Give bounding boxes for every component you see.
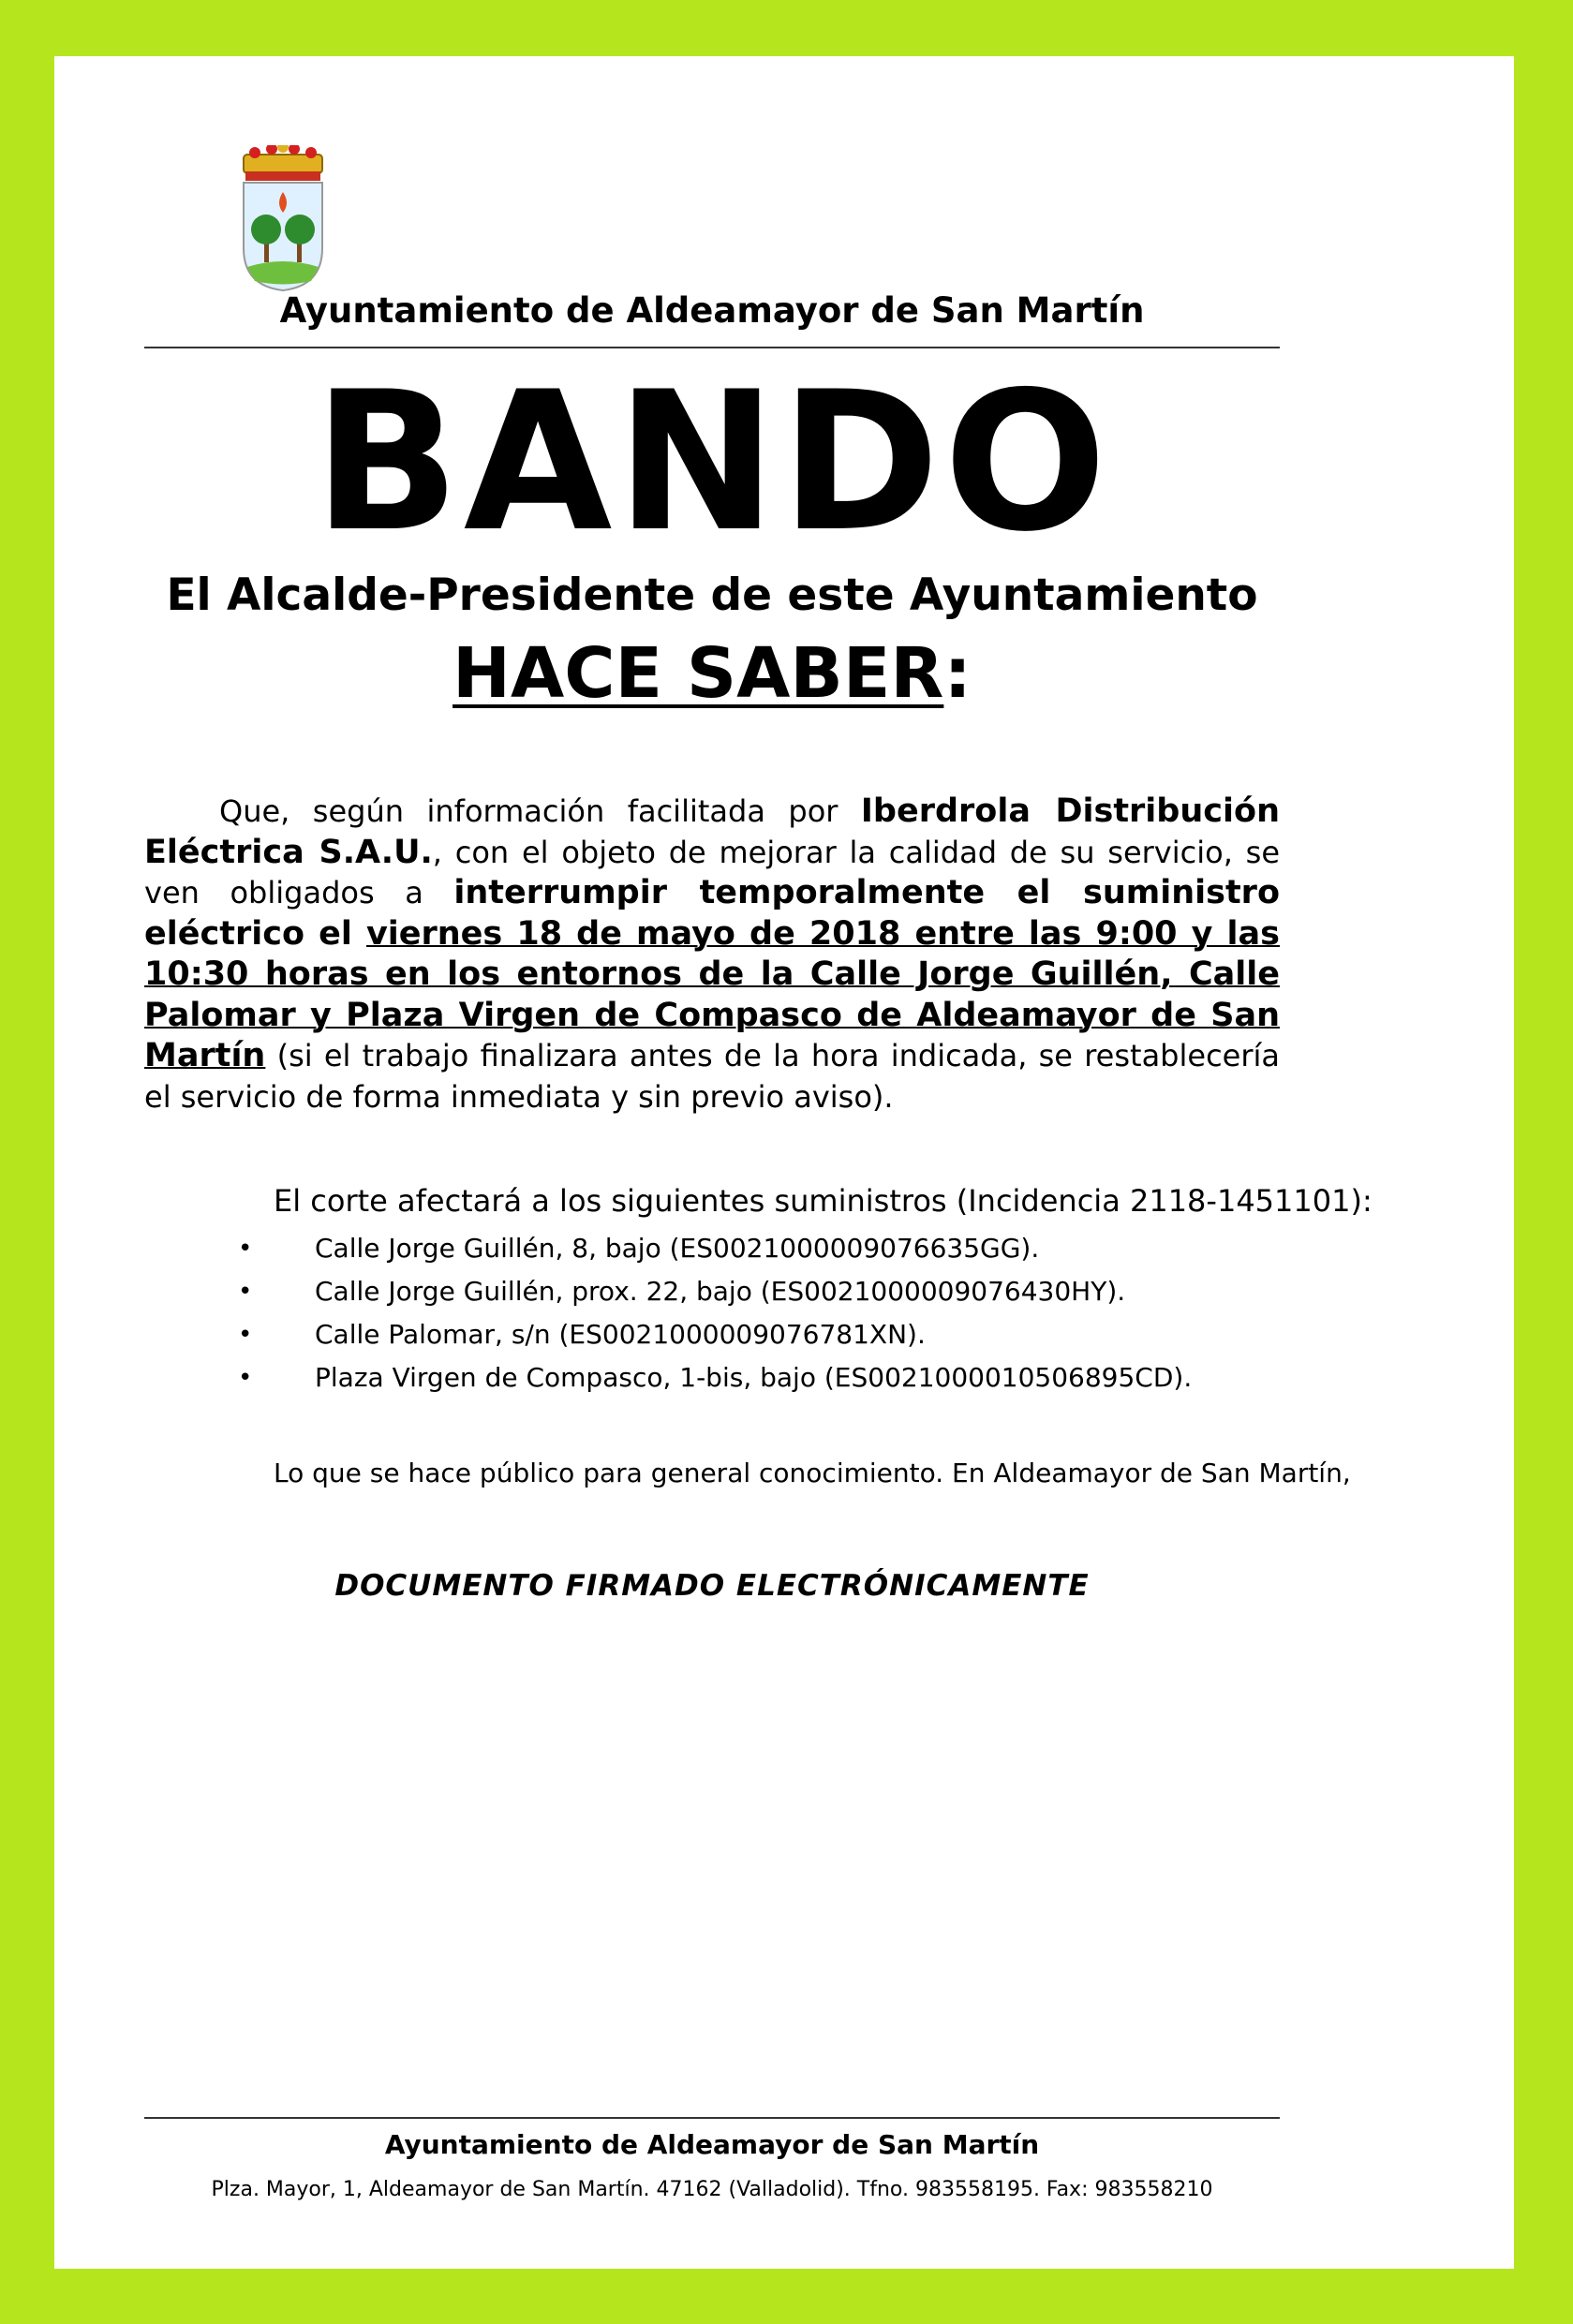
supply-list: [144, 1227, 1280, 1399]
list-item: [144, 1313, 1280, 1356]
bullet-icon: •: [238, 1321, 253, 1349]
footer-divider: [144, 2117, 1280, 2119]
notice-remark: (si el trabajo finalizara antes de la hora indicada, se restablecería el servicio de forma inmediata y sin previo aviso).: [144, 1038, 1280, 1115]
footer-municipality: Ayuntamiento de Aldeamayor de San Martín: [384, 2129, 1040, 2160]
notice-action: interrumpir temporalmente el suministro eléctrico el: [144, 874, 1280, 953]
list-item: [144, 1270, 1280, 1313]
bullet-icon: •: [238, 1364, 253, 1392]
footer-address: Plza. Mayor, 1, Aldeamayor de San Martín. 47162 (Valladolid). Tfno. 983558195. Fax: 983558210: [211, 2178, 1213, 2201]
header-divider: [144, 347, 1280, 348]
supply-address: Calle Jorge Guillén, 8, bajo (ES0021000009076635GG).: [315, 1233, 1040, 1264]
supply-address: Calle Palomar, s/n (ES0021000009076781XN).: [315, 1319, 926, 1350]
supply-address: Calle Jorge Guillén, prox. 22, bajo (ES0021000009076430HY).: [315, 1276, 1126, 1307]
outage-intro: El corte afectará a los siguientes suministros (Incidencia 2118-1451101):: [274, 1183, 1373, 1219]
closing-text: Lo que se hace público para general conocimiento. En Aldeamayor de San Martín,: [274, 1458, 1351, 1488]
notice-date-location: viernes 18 de mayo de 2018 entre las 9:00 y las 10:30 horas en los entornos de la Calle Jorge Guillén, Calle Palomar y Plaza Virgen de Compasco de Aldeamayor de San Martín: [144, 914, 1281, 1074]
header-municipality: Ayuntamiento de Aldeamayor de San Martín: [279, 290, 1145, 331]
announcement-text: HACE SABER: [453, 633, 944, 714]
notice-intro: Que, según información facilitada por: [219, 793, 861, 829]
list-item: [144, 1356, 1280, 1399]
supply-address: Plaza Virgen de Compasco, 1-bis, bajo (ES0021000010506895CD).: [315, 1362, 1193, 1393]
announcement-colon: :: [943, 633, 972, 714]
notice-purpose: , con el objeto de mejorar la calidad de su servicio, se ven obligados a: [144, 834, 1281, 910]
signature-note: DOCUMENTO FIRMADO ELECTRÓNICAMENTE: [334, 1569, 1090, 1603]
bullet-icon: •: [238, 1235, 253, 1263]
company-name: Iberdrola Distribución Eléctrica S.A.U.: [144, 792, 1280, 871]
announcement-heading: [144, 633, 1280, 714]
notice-paragraph: [144, 792, 1280, 1118]
page-title: BANDO: [313, 351, 1111, 574]
subtitle: El Alcalde-Presidente de este Ayuntamiento: [166, 570, 1258, 621]
bullet-icon: •: [238, 1278, 253, 1306]
list-item: [144, 1227, 1280, 1270]
